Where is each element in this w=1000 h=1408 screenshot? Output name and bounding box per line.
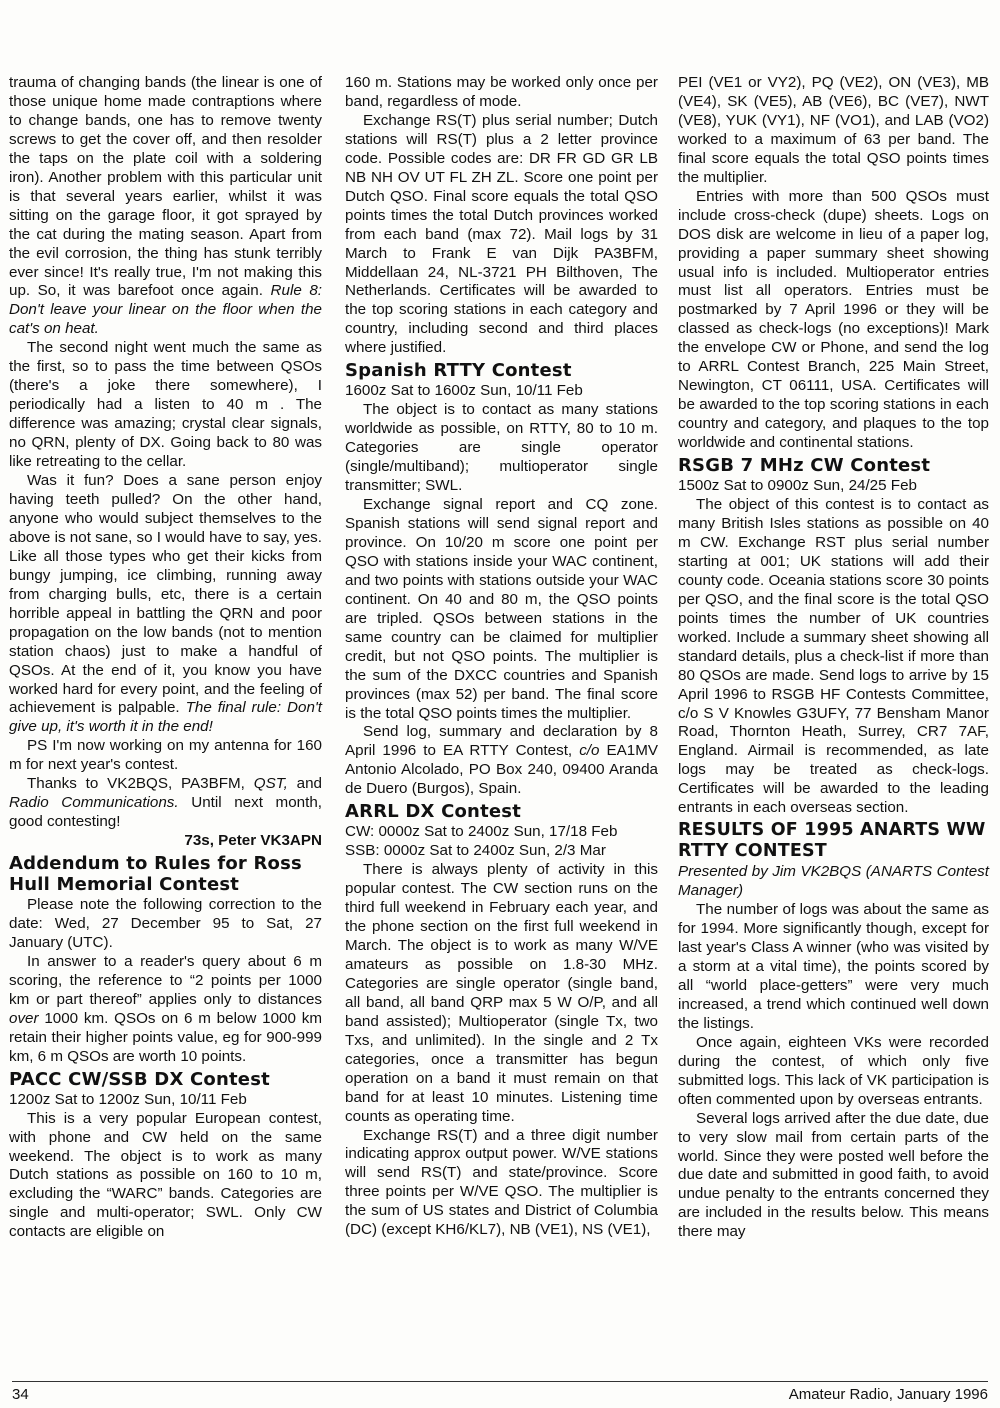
paragraph: Thanks to VK2BQS, PA3BFM, QST, and Radio Communications. Until next month, good contesting! — [9, 775, 322, 831]
paragraph: In answer to a reader's query about 6 m scoring, the reference to “2 points per 1000 km or part thereof” applies only to distances over 1000 km. QSOs on 6 m below 1000 km retain their higher points value, eg for 900-999 km, 6 m QSOs are worth 10 points. — [9, 952, 322, 1065]
heading-arrl-dx: ARRL DX Contest — [345, 801, 521, 823]
paragraph: Entries with more than 500 QSOs must include cross-check (dupe) sheets. Logs on DOS disk are welcome in lieu of a paper log, providing a paper summary sheet showing usual info is included. Multioperator entries must list all operators. Entries must be postmarked by 7 April 1996 or they will be classed as check-logs (no exceptions)! Mark the envelope CW or Phone, and send the log to ARRL Contest Branch, 225 Main Street, Newington, CT 06111, USA. Certificates will be awarded to the top scoring stations in each country and category, and plaques to the top worldwide and continental stations. — [678, 187, 989, 452]
contest-date: 1500z Sat to 0900z Sun, 24/25 Feb — [678, 477, 917, 495]
publication-info: Amateur Radio, January 1996 — [788, 1386, 988, 1403]
heading-spanish-rtty: Spanish RTTY Contest — [345, 360, 572, 382]
paragraph: The second night went much the same as the first, so to pass the time between QSOs (there's a joke there somewhere), I periodically had a listen to 40 m . The difference was amazing; crystal clear signals, no QRN, plenty of DX. Going back to 80 was like retreating to the cellar. — [9, 339, 322, 471]
paragraph: PEI (VE1 or VY2), PQ (VE2), ON (VE3), MB (VE4), SK (VE5), AB (VE6), BC (VE7), NWT (VE8), YUK (VY1), NF (VO1), and LAB (VO2) worked to a maximum of 63 per band. The final score equals the total QSO points times the multiplier. — [678, 74, 989, 186]
paragraph: The object of this contest is to contact as many British Isles stations as possible on 40 m CW. Exchange RST plus serial number starting at 001; UK stations will add their county code. Oceania stations score 30 points per QSO, and the final score is the total QSO points times the number of UK countries worked. Include a summary sheet showing all standard details, plus a check-list if more than 80 QSOs are made. Send logs to arrive by 15 April 1996 to RSGB HF Contests Committee, c/o S V Knowles G3UFY, 77 Bensham Manor Road, Thornton Heath, Surrey, CR7 7AF, England. Airmail is recommended, as late logs may be treated as check-logs. Certificates will be awarded to the leading entrants in each overseas section. — [678, 496, 989, 817]
contest-date-cw: CW: 0000z Sat to 2400z Sun, 17/18 Feb — [345, 823, 618, 841]
paragraph: Was it fun? Does a sane person enjoy having teeth pulled? On the other hand, anyone who would subject themselves to the above is not sane, so I would have to say, yes. Like all those types who get their kicks from bungy jumping, ice climbing, running away from charging bulls, etc, there is a certain horrible appeal in battling the QRN and poor propagation on the low bands (not to mention station chaos) just to make a handful of QSOs. At the end of it, you know you have worked hard for every point, and the feeling of achievement is palpable. The final rule: Don't give up, it's worth it in the end! — [9, 472, 323, 736]
paragraph: Exchange RS(T) plus serial number; Dutch stations will RS(T) plus a 2 letter province code. Possible codes are: DR FR GD GR LB NB NH OV UT FL ZH ZL. Score one point per Dutch QSO. Final score equals the total QSO points times the total Dutch provinces worked from each band (max 72). Mail logs by 31 March to Frank E van Dijk PA3BFM, Middellaan 24, NL-3721 PH Bilthoven, The Netherlands. Certificates will be awarded to the top scoring stations in each category and country, including second and third places where justified. — [345, 111, 658, 357]
heading-addendum: Addendum to Rules for Ross Hull Memorial Contest — [9, 853, 302, 896]
paragraph: Send log, summary and declaration by 8 April 1996 to EA RTTY Contest, c/o EA1MV Antonio Alcolado, PO Box 240, 09400 Aranda de Duero (Burgos), Spain. — [345, 723, 658, 798]
heading-results: RESULTS OF 1995 ANARTS WW RTTY CONTEST — [678, 820, 986, 862]
contest-date-ssb: SSB: 0000z Sat to 2400z Sun, 2/3 Mar — [345, 842, 606, 860]
column-1 — [9, 74, 322, 1242]
signature: 73s, Peter VK3APN — [184, 832, 322, 850]
page-footer — [12, 1381, 988, 1403]
paragraph: 160 m. Stations may be worked only once per band, regardless of mode. — [345, 74, 658, 110]
paragraph: This is a very popular European contest, with phone and CW held on the same weekend. The object is to work as many Dutch stations as possible on 160 to 10 m, excluding the “WARC” bands. Categories are single and multi-operator; SWL. Only CW contacts are eligible on — [9, 1109, 322, 1241]
paragraph: The number of logs was about the same as for 1994. More significantly though, except for last year's Class A winner (who was visited by a storm at a vital time), the points scored by all “world place-getters” were very much increased, a trend which continued well down the listings. — [678, 901, 989, 1032]
rule-8: Rule 8: Don't leave your linear on the floor when the cat's on heat. — [9, 282, 322, 338]
final-rule: The final rule: Don't give up, it's worth it in the end! — [9, 699, 323, 736]
paragraph: Exchange signal report and CQ zone. Spanish stations will send signal report and province. On 10/20 m score one point per QSO with stations inside your WAC continent, and two points with stations outside your WAC continent. On 40 and 80 m, the QSO points are tripled. QSOs between stations in the same country can be claimed for multiplier credit, but not QSO points. The multiplier is the sum of the DXCC countries and Spanish provinces (max 52) per band. The final score is the total QSO points times the multiplier. — [345, 496, 658, 722]
paragraph: Several logs arrived after the due date, due to very slow mail from certain parts of the world. Since they were posted well before the due date and submitted in good faith, to avoid undue penalty to the entrants concerned they are included in the results below. This means there may — [678, 1109, 989, 1241]
contest-date: 1200z Sat to 1200z Sun, 10/11 Feb — [9, 1090, 247, 1108]
column-2 — [345, 74, 658, 1240]
paragraph: Exchange RS(T) and a three digit number indicating approx output power. W/VE stations will send RS(T) and state/province. Score three points per W/VE QSO. The multiplier is the sum of US states and District of Columbia (DC) (except KH6/KL7), NB (VE1), NS (VE1), — [345, 1126, 658, 1239]
heading-rsgb: RSGB 7 MHz CW Contest — [678, 455, 931, 477]
column-3 — [678, 74, 989, 1242]
paragraph: The object is to contact as many stations worldwide as possible, on RTTY, 80 to 10 m. Categories are single operator (single/multiband); multioperator single transmitter; SWL. — [345, 401, 658, 495]
paragraph: There is always plenty of activity in this popular contest. The CW section runs on the third full weekend in February each year, and the phone section on the first full weekend in March. The object is to work as many W/VE amateurs as possible on 1.8-30 MHz. Categories are single operator (single band, all band, all band QRP max 5 W O/P, and all band assisted); Multioperator (single Tx, two Txs, and unlimited). In the single and 2 Tx categories, once a transmitter has begun operation on a band it must remain on that band for at least 10 minutes. Listening time counts as operating time. — [345, 861, 658, 1125]
heading-pacc: PACC CW/SSB DX Contest — [9, 1068, 270, 1090]
paragraph: Once again, eighteen VKs were recorded during the contest, of which only five submitted logs. This lack of VK participation is often commented upon by overseas entrants. — [678, 1033, 989, 1108]
byline: Presented by Jim VK2BQS (ANARTS Contest Manager) — [678, 863, 989, 900]
paragraph: trauma of changing bands (the linear is one of those unique home made contraptions where to change bands, one has to remove twenty screws to get the cover off, and then resolder the taps on the plate coil with a soldering iron). Another problem with this particular unit is that several years earlier, whilst it was sitting on the garage floor, it got sprayed by the cat during the mating season. Apart from the evil corrosion, the thing has stunk terribly ever since! It's really true, I'm not making this up. So, it was barefoot once again. Rule 8: Don't leave your linear on the floor when the cat's on heat. — [9, 74, 322, 338]
paragraph: Please note the following correction to the date: Wed, 27 December 95 to Sat, 27 January (UTC). — [9, 896, 322, 951]
contest-date: 1600z Sat to 1600z Sun, 10/11 Feb — [345, 382, 583, 400]
page-number: 34 — [12, 1386, 29, 1403]
paragraph: PS I'm now working on my antenna for 160 m for next year's contest. — [9, 737, 322, 774]
